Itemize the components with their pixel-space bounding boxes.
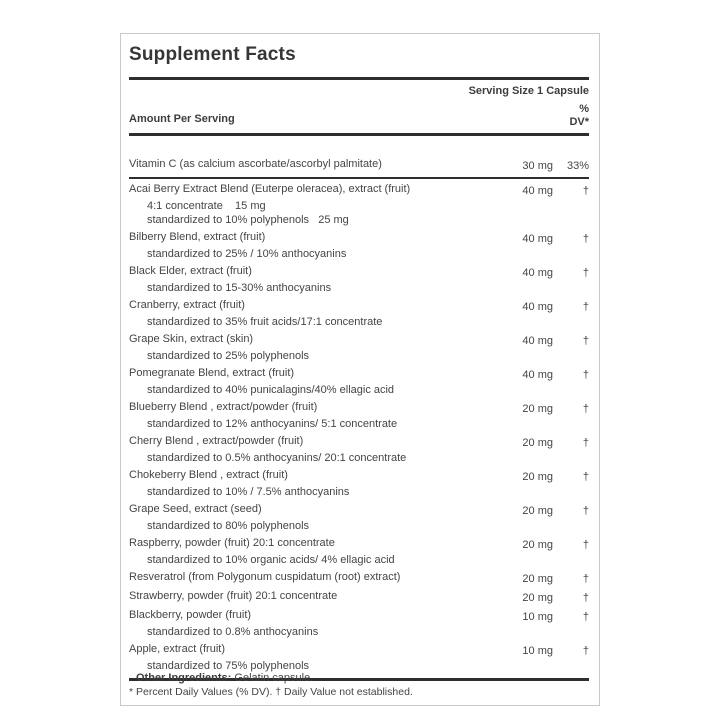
ingredient-amount-group [437, 335, 589, 348]
ingredient-row [129, 367, 589, 382]
ingredient-amount: 40 mg [522, 267, 553, 279]
ingredient-standardization: 4:1 concentrate 15 mg [147, 200, 266, 212]
ingredient-dv: † [582, 369, 589, 381]
ingredient-row [129, 469, 589, 484]
ingredient-amount: 40 mg [522, 301, 553, 313]
ingredient-row [129, 183, 589, 198]
supplement-facts-panel [120, 33, 600, 706]
ingredient-dv: † [582, 301, 589, 313]
ingredient-dv: † [582, 267, 589, 279]
percent-dv-header-line2: DV* [569, 116, 589, 128]
ingredient-name: Grape Skin, extract (skin) [129, 333, 254, 345]
serving-size-text: Serving Size 1 Capsule [468, 85, 589, 97]
ingredient-dv: † [582, 335, 589, 347]
ingredient-amount: 40 mg [522, 233, 553, 245]
ingredient-amount: 40 mg [522, 335, 553, 347]
ingredient-name: Pomegranate Blend, extract (fruit) [129, 367, 295, 379]
ingredient-amount-group [437, 573, 589, 586]
ingredient-block [129, 643, 589, 673]
ingredient-standardization: standardized to 0.5% anthocyanins/ 20:1 concentrate [147, 452, 407, 464]
ingredient-standardization: standardized to 10% / 7.5% anthocyanins [147, 486, 350, 498]
ingredient-dv: † [582, 437, 589, 449]
ingredient-row [129, 571, 589, 586]
ingredient-row [129, 590, 589, 605]
ingredient-amount: 20 mg [522, 471, 553, 483]
ingredient-dv: † [582, 505, 589, 517]
ingredient-amount-group [437, 539, 589, 552]
panel-title: Supplement Facts [129, 44, 296, 65]
ingredient-row [129, 158, 589, 173]
ingredient-standardization: standardized to 0.8% anthocyanins [147, 626, 319, 638]
ingredient-name: Bilberry Blend, extract (fruit) [129, 231, 266, 243]
ingredient-name: Vitamin C (as calcium ascorbate/ascorbyl palmitate) [129, 158, 382, 170]
ingredient-amount-group [437, 592, 589, 605]
ingredient-amount: 20 mg [522, 403, 553, 415]
ingredient-name: Raspberry, powder (fruit) 20:1 concentrate [129, 537, 335, 549]
ingredient-dv: † [582, 611, 589, 623]
ingredient-amount-group [437, 185, 589, 198]
ingredient-row [129, 643, 589, 658]
percent-dv-header [569, 103, 589, 129]
ingredient-dv: 33% [566, 160, 589, 172]
ingredient-row [129, 435, 589, 450]
ingredient-name: Chokeberry Blend , extract (fruit) [129, 469, 288, 481]
ingredient-amount: 20 mg [522, 592, 553, 604]
ingredient-amount-group [437, 301, 589, 314]
ingredient-standardization: standardized to 40% punicalagins/40% ellagic acid [147, 384, 395, 396]
ingredient-name: Black Elder, extract (fruit) [129, 265, 252, 277]
ingredient-name: Acai Berry Extract Blend (Euterpe oleracea), extract (fruit) [129, 183, 411, 195]
ingredient-standardization: standardized to 15-30% anthocyanins [147, 282, 332, 294]
ingredient-row [129, 299, 589, 314]
ingredient-amount-group [437, 437, 589, 450]
column-header-row [129, 103, 589, 129]
ingredient-amount-group [437, 505, 589, 518]
other-ingredients-line [136, 672, 313, 685]
ingredient-amount: 10 mg [522, 645, 553, 657]
ingredient-amount-group [437, 645, 589, 658]
ingredient-amount: 40 mg [522, 369, 553, 381]
ingredient-amount-group [437, 233, 589, 246]
ingredient-dv: † [582, 403, 589, 415]
ingredient-amount: 20 mg [522, 437, 553, 449]
ingredient-amount: 20 mg [522, 505, 553, 517]
divider-thick-top [129, 77, 589, 80]
ingredient-block [129, 367, 589, 397]
ingredient-amount-group [437, 403, 589, 416]
ingredient-standardization: standardized to 10% polyphenols 25 mg [147, 214, 349, 226]
ingredient-dv: † [582, 592, 589, 604]
ingredient-dv: † [582, 233, 589, 245]
ingredient-dv: † [582, 573, 589, 585]
ingredient-block [129, 333, 589, 363]
ingredient-dv: † [582, 185, 589, 197]
ingredient-block [129, 469, 589, 499]
ingredient-name: Blackberry, powder (fruit) [129, 609, 252, 621]
ingredient-block [129, 609, 589, 639]
ingredient-name: Strawberry, powder (fruit) 20:1 concentrate [129, 590, 338, 602]
other-ingredients-value: Gelatin capsule. [231, 672, 314, 684]
ingredient-name: Apple, extract (fruit) [129, 643, 225, 655]
ingredient-block [129, 503, 589, 533]
ingredient-standardization: standardized to 10% organic acids/ 4% ellagic acid [147, 554, 395, 566]
ingredient-block [129, 231, 589, 261]
supplement-rows [129, 158, 589, 673]
divider-medium [129, 177, 589, 179]
ingredient-standardization: standardized to 35% fruit acids/17:1 concentrate [147, 316, 383, 328]
ingredient-standardization: standardized to 75% polyphenols [147, 660, 310, 672]
ingredient-amount: 30 mg [522, 160, 553, 172]
ingredient-amount-group [437, 369, 589, 382]
ingredient-row [129, 537, 589, 552]
ingredient-dv: † [582, 645, 589, 657]
ingredient-standardization: standardized to 80% polyphenols [147, 520, 310, 532]
ingredient-row [129, 503, 589, 518]
ingredient-amount: 40 mg [522, 185, 553, 197]
ingredient-row [129, 401, 589, 416]
ingredient-block [129, 571, 589, 586]
ingredient-amount: 10 mg [522, 611, 553, 623]
ingredient-amount-group [437, 160, 589, 173]
ingredient-name: Cranberry, extract (fruit) [129, 299, 245, 311]
ingredient-block [129, 435, 589, 465]
ingredient-standardization: standardized to 12% anthocyanins/ 5:1 concentrate [147, 418, 398, 430]
ingredient-amount-group [437, 471, 589, 484]
other-ingredients-label: Other Ingredients: [136, 672, 232, 684]
ingredient-row [129, 609, 589, 624]
ingredient-row [129, 265, 589, 280]
ingredient-name: Resveratrol (from Polygonum cuspidatum (root) extract) [129, 571, 401, 583]
ingredient-block [129, 401, 589, 431]
ingredient-name: Cherry Blend , extract/powder (fruit) [129, 435, 304, 447]
ingredient-block [129, 537, 589, 567]
amount-per-serving-header: Amount Per Serving [129, 113, 235, 125]
ingredient-standardization: standardized to 25% polyphenols [147, 350, 310, 362]
percent-dv-header-line1: % [579, 103, 589, 115]
ingredient-block [129, 299, 589, 329]
divider-thick-header [129, 133, 589, 136]
daily-value-footnote: * Percent Daily Values (% DV). † Daily Value not established. [129, 686, 413, 698]
ingredient-row [129, 333, 589, 348]
ingredient-standardization: standardized to 25% / 10% anthocyanins [147, 248, 347, 260]
ingredient-block [129, 183, 589, 227]
ingredient-dv: † [582, 539, 589, 551]
ingredient-name: Blueberry Blend , extract/powder (fruit) [129, 401, 318, 413]
ingredient-block [129, 158, 589, 173]
ingredient-dv: † [582, 471, 589, 483]
ingredient-amount-group [437, 611, 589, 624]
ingredient-name: Grape Seed, extract (seed) [129, 503, 262, 515]
ingredient-block [129, 590, 589, 605]
ingredient-amount: 20 mg [522, 539, 553, 551]
ingredient-row [129, 231, 589, 246]
ingredient-amount: 20 mg [522, 573, 553, 585]
ingredient-block [129, 265, 589, 295]
ingredient-amount-group [437, 267, 589, 280]
